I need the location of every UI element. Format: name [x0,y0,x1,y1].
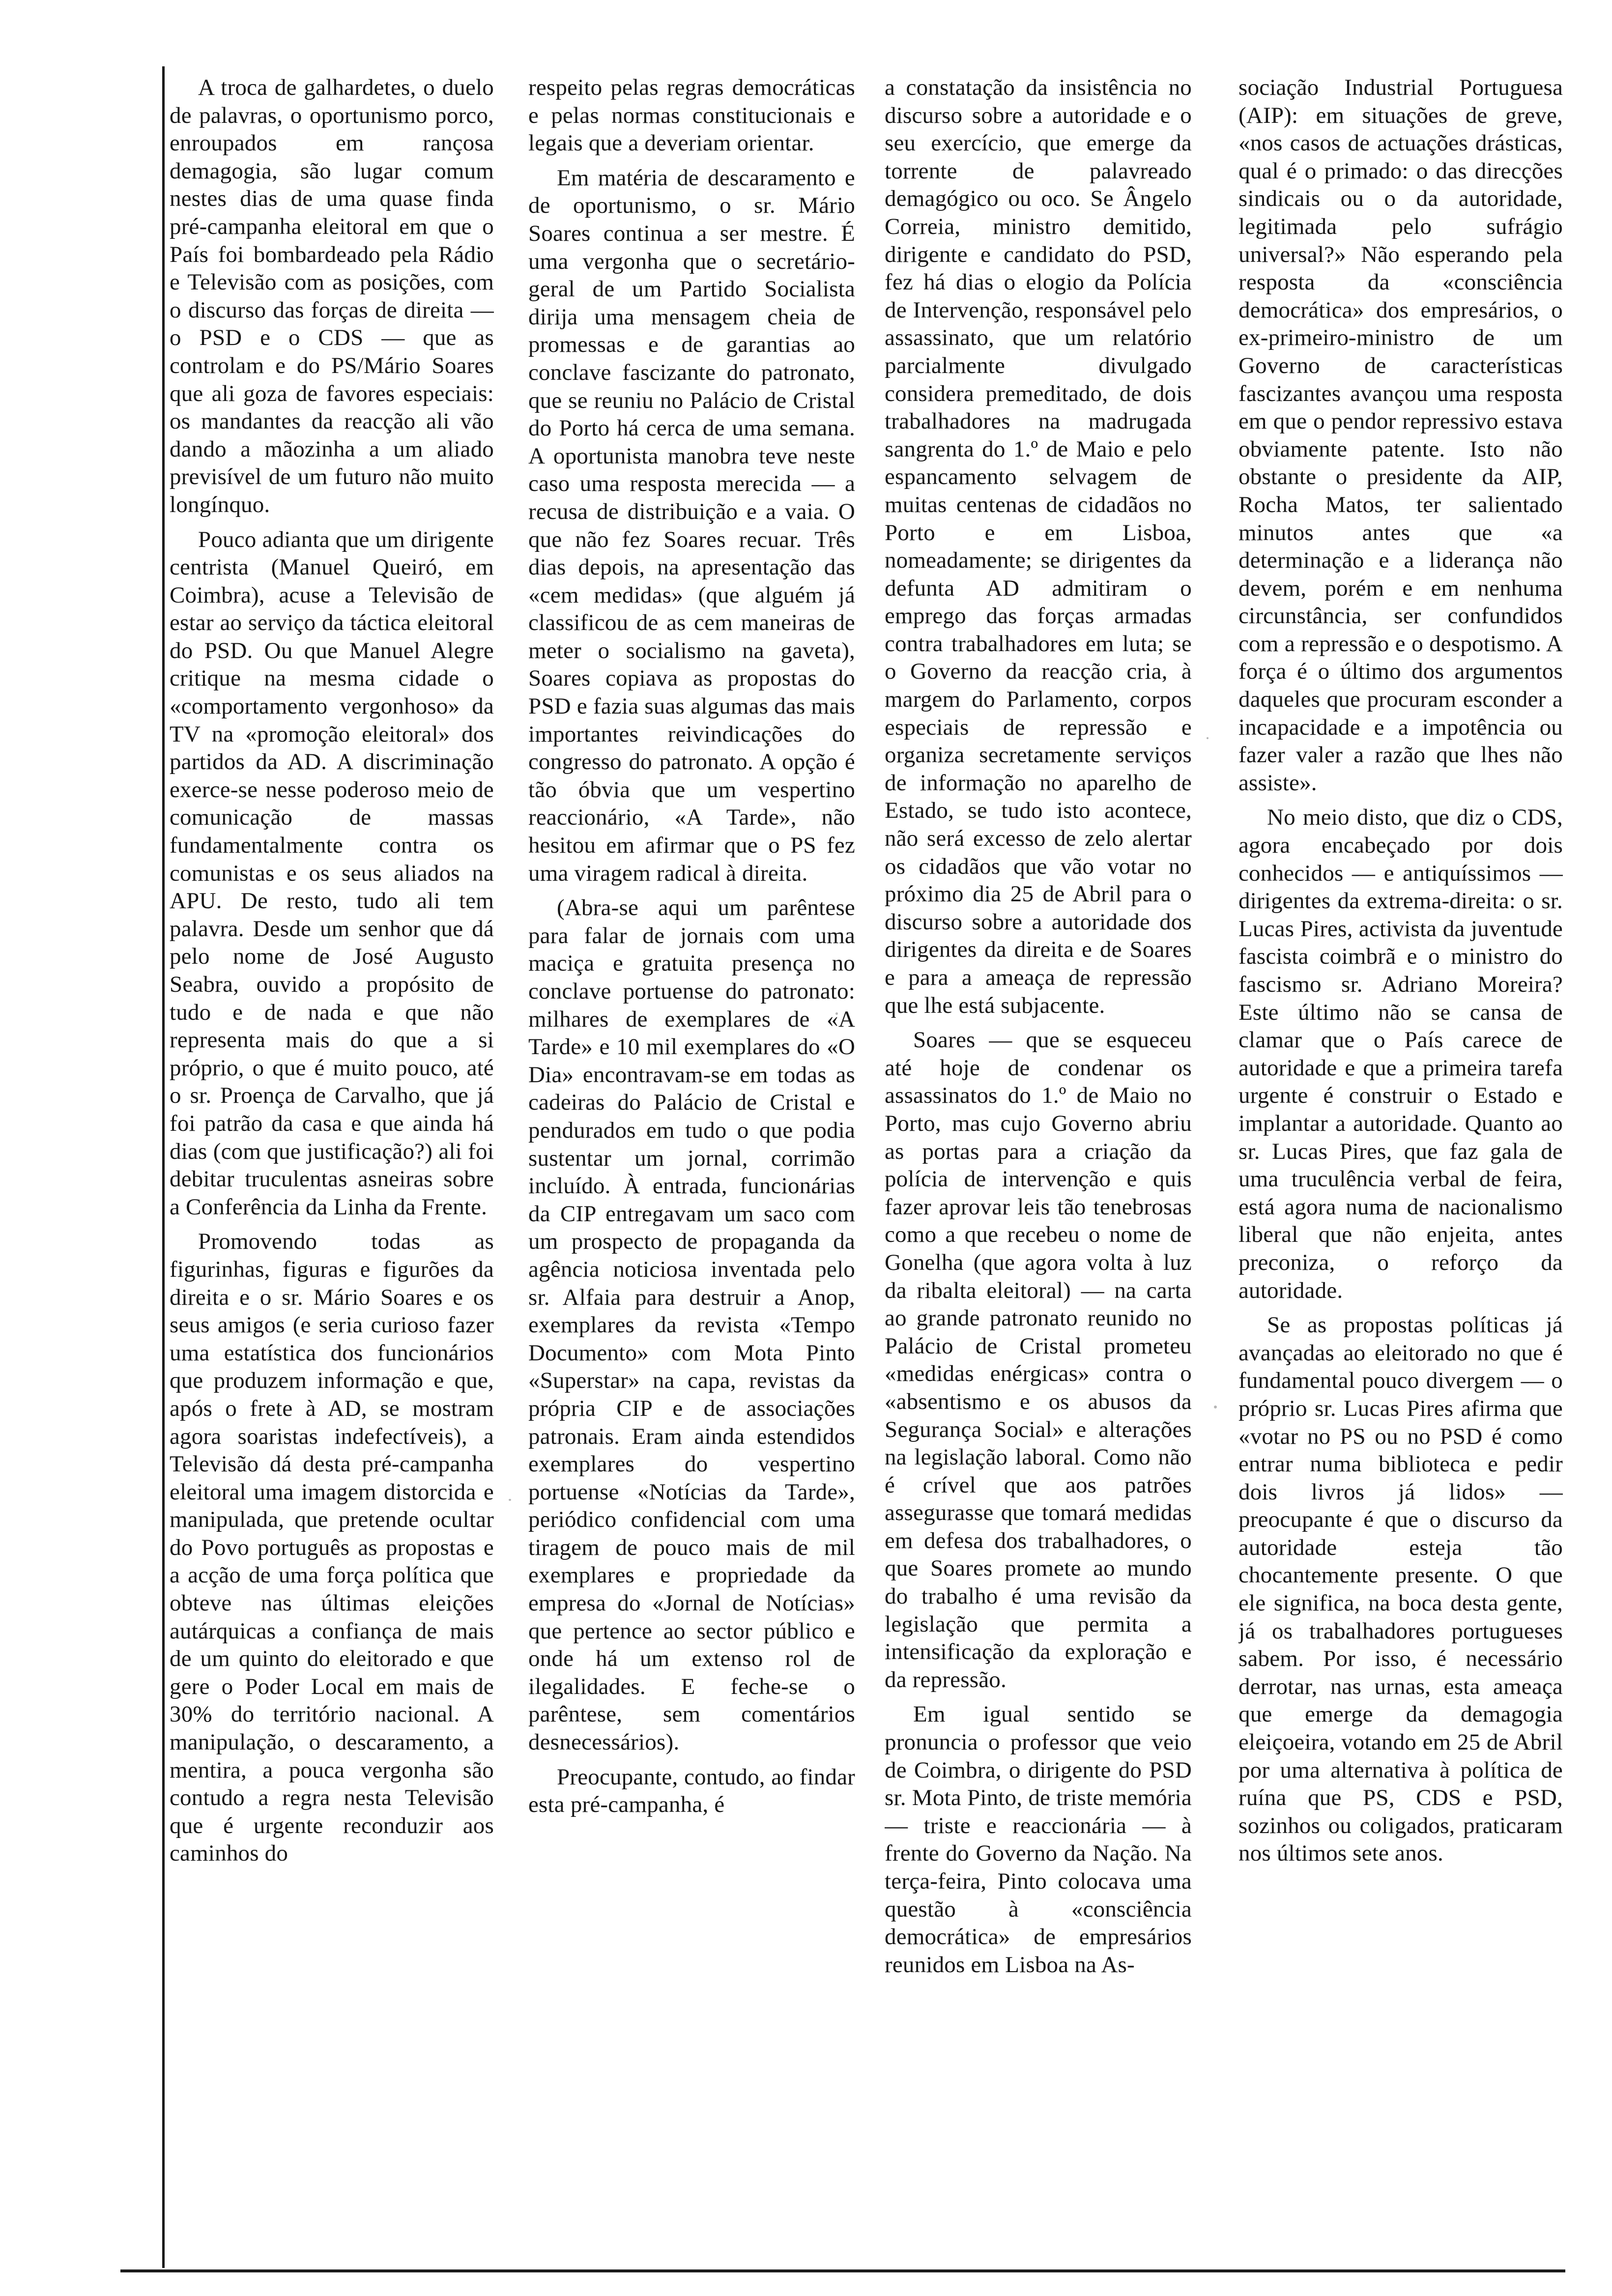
article-column-1 [170,74,494,2256]
paragraph: Preocupante, contudo, ao findar esta pré-campanha, é [528,1764,855,1818]
paragraph: a constatação da insistência no discurso sobre a autoridade e o seu exercício, que emerge da torrente de palavreado demagógico ou oco. Se Ângelo Correia, ministro demitido, dirigente e candidato do PSD, fez há dias o elogio da Polícia de Intervenção, responsável pelo assassinato, que um relatório parcialmente divulgado considera premeditado, de dois trabalhadores na madrugada sangrenta do 1.º de Maio e pelo espancamento selvagem de muitas centenas de cidadãos no Porto e em Lisboa, nomeadamente; se dirigentes da defunta AD admitiram o emprego das forças armadas contra trabalhadores em luta; se o Governo da reacção cria, à margem do Parlamento, corpos especiais de repressão e organiza secretamente serviços de informação no aparelho de Estado, se tudo isto acontece, não será excesso de zelo alertar os cidadãos que vão votar no próximo dia 25 de Abril para o discurso sobre a autoridade dos dirigentes da direita e de Soares e para a ameaça de repressão que lhe está subjacente. [885,75,1192,1018]
paragraph: Soares — que se esqueceu até hoje de condenar os assassinatos do 1.º de Maio no Porto, mas cujo Governo abriu as portas para a criação da polícia de intervenção e quis fazer aprovar leis tão tenebrosas como a que recebeu o nome de Gonelha (que agora volta à luz da ribalta eleitoral) — na carta ao grande patronato reunido no Palácio de Cristal prometeu «medidas enérgicas» contra o «absentismo e os abusos da Segurança Social» e alterações na legislação laboral. Como não é crível que aos patrões assegurasse que tomará medidas em defesa dos trabalhadores, o que Soares promete ao mundo do trabalho é uma revisão da legislação que permita a intensificação da exploração e da repressão. [885,1027,1192,1693]
paragraph: Em matéria de descaramento e de oportunismo, o sr. Mário Soares continua a ser mestre. É uma vergonha que o secretário-geral de um Partido Socialista dirija uma mensagem cheia de promessas e de garantias ao conclave fascizante do patronato, que se reuniu no Palácio de Cristal do Porto há cerca de uma semana. A oportunista manobra teve neste caso uma resposta merecida — a recusa de distribuição e a vaia. O que não fez Soares recuar. Três dias depois, na apresentação das «cem medidas» (que alguém já classificou de as cem maneiras de meter o socialismo na gaveta), Soares copiava as propostas do PSD e fazia suas algumas das mais importantes reivindicações do congresso do patronato. A opção é tão óbvia que um vespertino reaccionário, «A Tarde», não hesitou em afirmar que o PS fez uma viragem radical à direita. [528,165,855,886]
photocopy-speck [1214,1406,1217,1408]
bottom-rule [120,2269,1565,2272]
left-column-rule [162,66,165,2268]
article-column-3 [885,74,1192,2256]
paragraph: Promovendo todas as figurinhas, figuras e figurões da direita e o sr. Mário Soares e os seus amigos (e seria curioso fazer uma estatística dos funcionários que produzem informação e que, após o frete à AD, se mostram agora soaristas indefectíveis), a Televisão dá desta pré-campanha eleitoral uma imagem distorcida e manipulada, que pretende ocultar do Povo português as propostas e a acção de uma força política que obteve nas últimas eleições autárquicas a confiança de mais de um quinto do eleitorado e que gere o Poder Local em mais de 30% do território nacional. A manipulação, o descaramento, a mentira, a pouca vergonha são contudo a regra nesta Televisão que é urgente reconduzir aos caminhos do [170,1229,494,1866]
paragraph: respeito pelas regras democráticas e pelas normas constitucionais e legais que a deveriam orientar. [528,75,855,156]
paragraph: No meio disto, que diz o CDS, agora encabeçado por dois conhecidos — e antiquíssimos — dirigentes da extrema-direita: o sr. Lucas Pires, activista da juventude fascista coimbrã e o ministro do fascismo sr. Adriano Moreira? Este último não se cansa de clamar que o País carece de autoridade e que a primeira tarefa urgente é construir o Estado e implantar a autoridade. Quanto ao sr. Lucas Pires, que faz gala de uma truculência verbal de feira, está agora numa de nacionalismo liberal que não enjeita, antes preconiza, o reforço da autoridade. [1238,804,1563,1303]
article-column-2 [528,74,855,2256]
paragraph: A troca de galhardetes, o duelo de palavras, o oportunismo porco, enroupados em rançosa demagogia, são lugar comum nestes dias de uma quase finda pré-campanha eleitoral em que o País foi bombardeado pela Rádio e Televisão com as posições, com o discurso das forças de direita — o PSD e o CDS — que as controlam e do PS/Mário Soares que ali goza de favores especiais: os mandantes da reacção ali vão dando a mãozinha a um aliado previsível de um futuro não muito longínquo. [170,75,494,517]
paragraph: Em igual sentido se pronuncia o professor que veio de Coimbra, o dirigente do PSD sr. Mota Pinto, de triste memória — triste e reaccionária — à frente do Governo da Nação. Na terça-feira, Pinto colocava uma questão à «consciência democrática» de empresários reunidos em Lisboa na As- [885,1701,1192,1978]
photocopy-speck [835,1012,838,1015]
paragraph: Pouco adianta que um dirigente centrista (Manuel Queiró, em Coimbra), acuse a Televisão de estar ao serviço da táctica eleitoral do PSD. Ou que Manuel Alegre critique na mesma cidade o «comportamento vergonhoso» da TV na «promoção eleitoral» dos partidos da AD. A discriminação exerce-se nesse poderoso meio de comunicação de massas fundamentalmente contra os comunistas e os seus aliados na APU. De resto, tudo ali tem palavra. Desde um senhor que dá pelo nome de José Augusto Seabra, ouvido a propósito de tudo e de nada e que não representa mais do que a si próprio, o que é muito pouco, até o sr. Proença de Carvalho, que já foi patrão da casa e que ainda há dias (com que justificação?) ali foi debitar truculentas asneiras sobre a Conferência da Linha da Frente. [170,526,494,1220]
paragraph: Se as propostas políticas já avançadas ao eleitorado no que é fundamental pouco divergem — o próprio sr. Lucas Pires afirma que «votar no PS ou no PSD é como entrar numa biblioteca e pedir dois livros já lidos» — preocupante é que o discurso da autoridade esteja tão chocantemente presente. O que ele significa, na boca desta gente, já os trabalhadores portugueses sabem. Por isso, é necessário derrotar, nas urnas, esta ameaça que emerge da demagogia eleiçoeira, votando em 25 de Abril por uma alternativa à política de ruína que PS, CDS e PSD, sozinhos ou coligados, praticaram nos últimos sete anos. [1238,1312,1563,1866]
photocopy-speck [796,187,799,189]
photocopy-speck [509,1499,511,1501]
paragraph: sociação Industrial Portuguesa (AIP): em situações de greve, «nos casos de actuações drásticas, qual é o primado: o das direcções sindicais ou o da autoridade, legitimada pelo sufrágio universal?» Não esperando pela resposta da «consciência democrática» dos empresários, o ex-primeiro-ministro de um Governo de características fascizantes avançou uma resposta em que o pendor repressivo estava obviamente patente. Isto não obstante o presidente da AIP, Rocha Matos, ter salientado minutos antes que «a determinação e a liderança não devem, porém e em nenhuma circunstância, ser confundidos com a repressão e o despotismo. A força é o último dos argumentos daqueles que procuram esconder a incapacidade e a impotência ou fazer valer a razão que lhes não assiste». [1238,75,1563,796]
article-column-4 [1238,74,1563,2256]
paragraph: (Abra-se aqui um parêntese para falar de jornais com uma maciça e gratuita presença no conclave portuense do patronato: milhares de exemplares de «A Tarde» e 10 mil exemplares do «O Dia» encontravam-se em todas as cadeiras do Palácio de Cristal e pendurados em tudo o que podia sustentar um jornal, corrimão incluído. À entrada, funcionárias da CIP entregavam um saco com um prospecto de propaganda da agência noticiosa inventada pelo sr. Alfaia para destruir a Anop, exemplares da revista «Tempo Documento» com Mota Pinto «Superstar» na capa, revistas da própria CIP e de associações patronais. Eram ainda estendidos exemplares do vespertino portuense «Notícias da Tarde», periódico confidencial com uma tiragem de pouco mais de mil exemplares e propriedade da empresa do «Jornal de Notícias» que pertence ao sector público e onde há um extenso rol de ilegalidades. E feche-se o parêntese, sem comentários desnecessários). [528,895,855,1755]
photocopy-speck [1207,737,1209,739]
